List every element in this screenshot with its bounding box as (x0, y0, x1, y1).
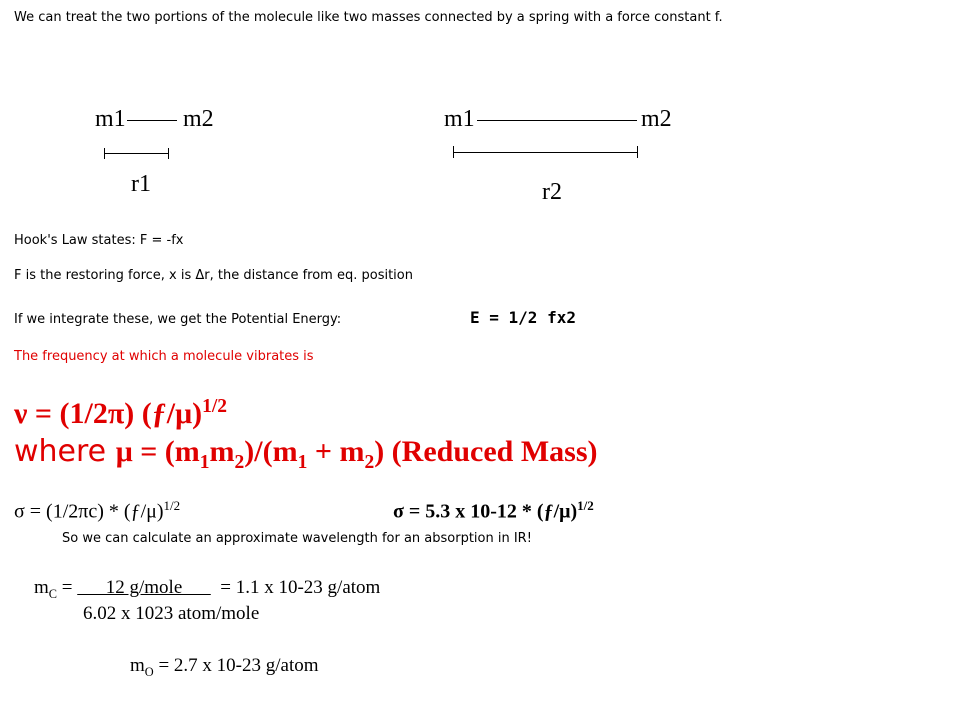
mu-part: μ = (m (115, 435, 200, 468)
distance-bar (453, 152, 638, 153)
subscript-2: 2 (234, 452, 245, 473)
mass-label-m2: m2 (641, 106, 672, 132)
plus-part: + m (307, 435, 365, 468)
subscript-2: 2 (364, 452, 375, 473)
carbon-denominator: 6.02 x 1023 atom/mole (83, 603, 260, 624)
mid-part: )/(m (244, 435, 298, 468)
distance-bar (104, 153, 169, 154)
restoring-force-text: F is the restoring force, x is Δr, the distance from eq. position (14, 268, 413, 283)
oxygen-subscript: O (144, 664, 154, 679)
frequency-equation-exponent: 1/2 (202, 396, 227, 417)
oxygen-mass-equation (130, 655, 319, 680)
carbon-result: = 1.1 x 10-23 g/atom (210, 577, 381, 598)
wavenumber-equation (14, 498, 180, 524)
distance-tick-right (168, 148, 169, 159)
distance-tick-left (104, 148, 105, 159)
wavenumber-constant-exponent: 1/2 (577, 498, 594, 513)
carbon-mass-equation (34, 577, 380, 602)
distance-label-r1: r1 (131, 171, 151, 197)
spring-line (477, 120, 637, 121)
wavenumber-constant-body: σ = 5.3 x 10-12 * (ƒ/μ) (393, 500, 578, 523)
reduced-mass-equation (14, 434, 598, 474)
mass-label-m2: m2 (183, 106, 214, 132)
hookes-law: Hook's Law states: F = -fx (14, 233, 184, 248)
mass-label-m1: m1 (444, 106, 475, 132)
distance-tick-left (453, 146, 454, 158)
m-part: m (209, 435, 235, 468)
distance-label-r2: r2 (542, 179, 562, 205)
equals: = (57, 577, 78, 598)
frequency-equation-body: ν = (1/2π) (ƒ/μ) (14, 397, 203, 430)
energy-equation: E = 1/2 fx2 (470, 308, 576, 327)
wavenumber-equation-exponent: 1/2 (163, 498, 181, 513)
subscript-1: 1 (297, 452, 308, 473)
subscript-1: 1 (199, 452, 210, 473)
spring-line (127, 120, 177, 121)
reduced-mass-label: ) (Reduced Mass) (374, 435, 598, 468)
where-word: where (14, 434, 116, 469)
intro-text: We can treat the two portions of the molecule like two masses connected by a spring with a force constant f. (14, 10, 723, 25)
wavenumber-constant-equation (393, 498, 594, 524)
oxygen-result: = 2.7 x 10-23 g/atom (153, 655, 319, 676)
distance-tick-right (637, 146, 638, 158)
frequency-equation (14, 396, 227, 431)
carbon-numerator: 12 g/mole (77, 577, 211, 598)
mass-symbol: m (34, 577, 49, 598)
calculation-note: So we can calculate an approximate wavelength for an absorption in IR! (62, 531, 532, 546)
mass-label-m1: m1 (95, 106, 126, 132)
carbon-subscript: C (48, 586, 58, 601)
integration-text: If we integrate these, we get the Potential Energy: (14, 312, 342, 327)
frequency-text: The frequency at which a molecule vibrates is (14, 349, 314, 364)
reduced-mass-formula (115, 435, 598, 473)
wavenumber-equation-body: σ = (1/2πc) * (ƒ/μ) (14, 500, 164, 523)
mass-symbol: m (130, 655, 145, 676)
